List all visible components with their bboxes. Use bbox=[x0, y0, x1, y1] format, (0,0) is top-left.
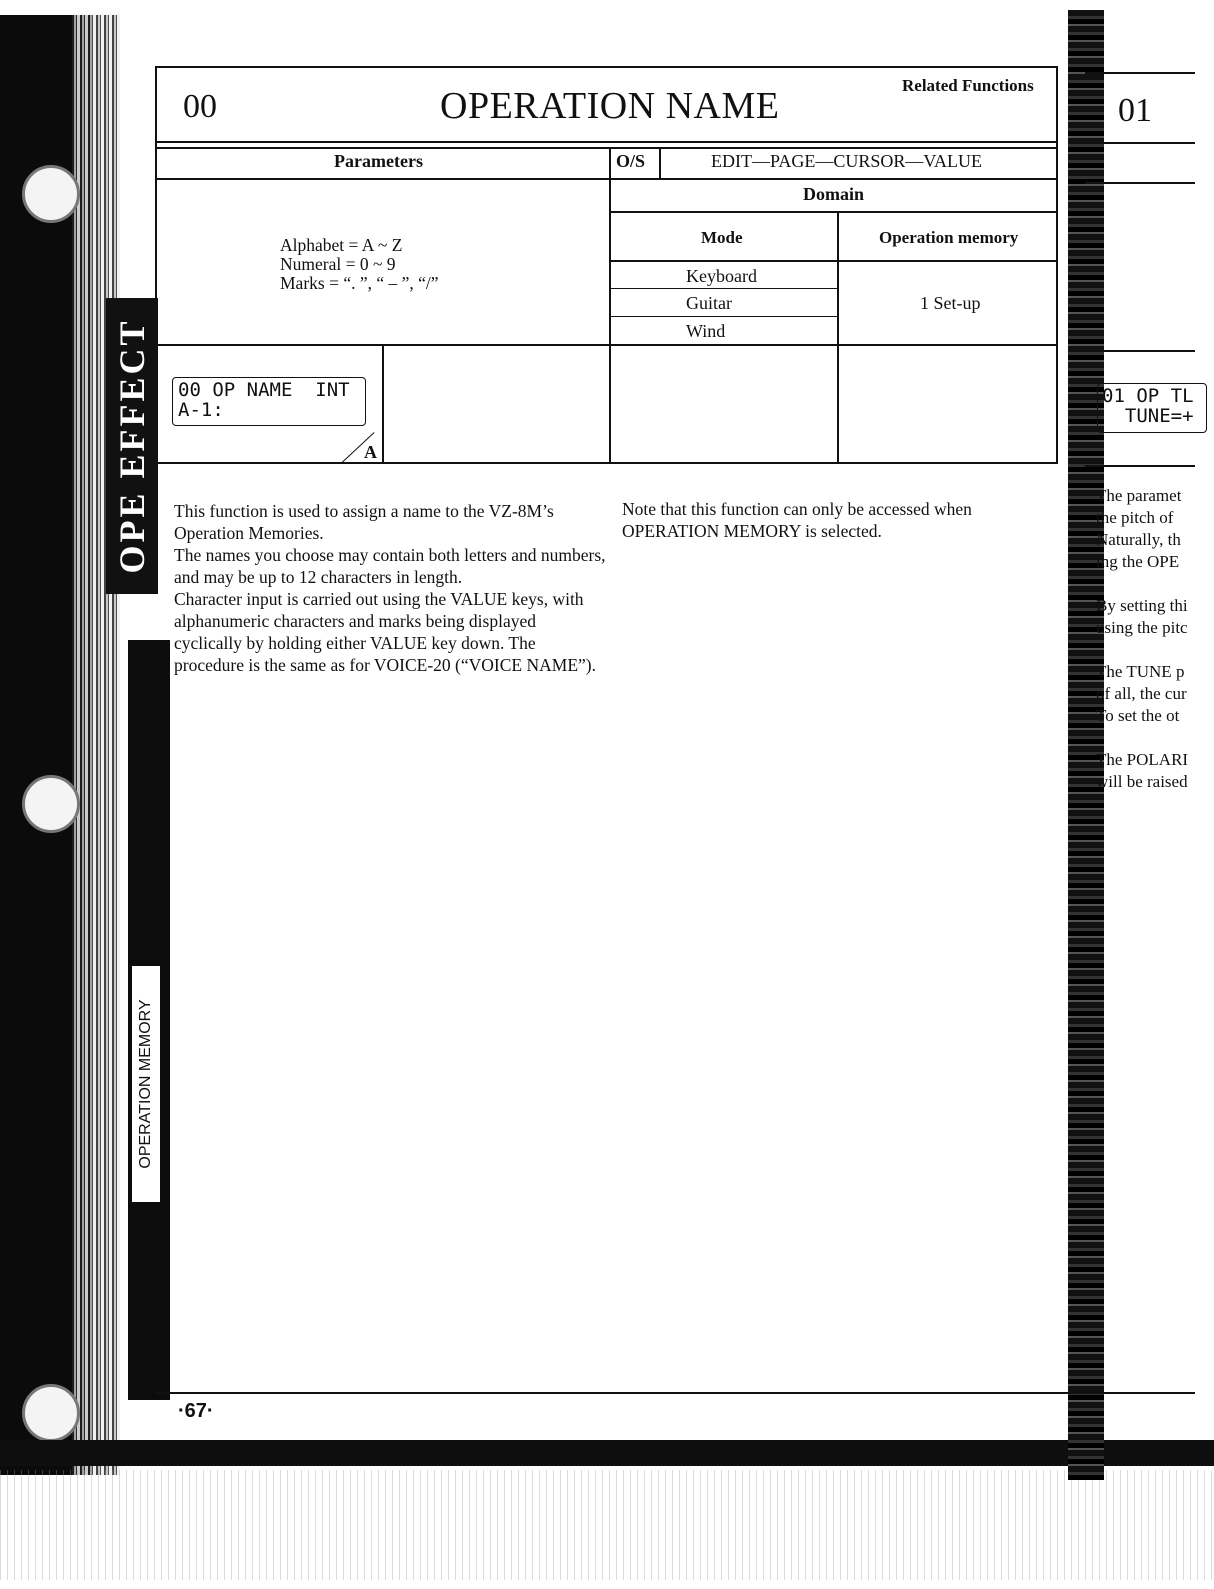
mode-divider bbox=[837, 211, 839, 464]
column-divider-os bbox=[659, 147, 661, 179]
next-text-fragment: The paramet bbox=[1096, 486, 1182, 505]
parameter-numeral: Numeral = 0 ~ 9 bbox=[280, 254, 396, 274]
next-page-header-line bbox=[1085, 142, 1195, 144]
binder-hole-bottom bbox=[22, 1384, 80, 1442]
next-lcd-line-1: 01 OP TL bbox=[1102, 385, 1194, 407]
next-text-fragment: Naturally, th bbox=[1096, 530, 1181, 549]
next-text-fragment: will be raised bbox=[1096, 772, 1188, 791]
section-tab-label: OPE EFFECT bbox=[112, 318, 152, 574]
next-text-fragment: By setting thi bbox=[1096, 596, 1188, 615]
next-page-top-line bbox=[1085, 72, 1195, 74]
mode-guitar: Guitar bbox=[686, 293, 732, 313]
note-paragraph: Note that this function can only be accessed when OPERATION MEMORY is selected. bbox=[622, 499, 972, 541]
footer-line bbox=[155, 1392, 1195, 1394]
column-divider-main bbox=[609, 147, 611, 464]
header-divider-2 bbox=[155, 147, 1058, 149]
next-text-fragment: To set the ot bbox=[1096, 706, 1180, 725]
next-text-fragment: of all, the cur bbox=[1096, 684, 1187, 703]
edit-path-header: EDIT—PAGE—CURSOR—VALUE bbox=[711, 151, 983, 171]
next-text-fragment: ing the OPE bbox=[1096, 552, 1180, 571]
lcd-row-divider bbox=[155, 344, 1058, 346]
related-functions-label: Related Functions bbox=[902, 76, 1034, 95]
next-text-fragment: The POLARI bbox=[1096, 750, 1189, 769]
table-border-top bbox=[155, 66, 1058, 68]
operation-memory-header: Operation memory bbox=[879, 228, 1019, 247]
manual-page bbox=[120, 0, 1068, 1440]
next-lcd-line-2: TUNE=+ bbox=[1102, 405, 1194, 427]
description-left bbox=[174, 500, 606, 676]
binder-edge-bottom bbox=[0, 1440, 1214, 1466]
next-page-bottom-line bbox=[1085, 465, 1195, 467]
next-lcd-display bbox=[1097, 383, 1207, 433]
next-function-number: 01 bbox=[1118, 92, 1152, 129]
parameter-alphabet: Alphabet = A ~ Z bbox=[280, 235, 403, 255]
binder-hole-middle bbox=[22, 775, 80, 833]
column-header-divider bbox=[155, 178, 1058, 180]
mode-header: Mode bbox=[701, 228, 743, 247]
binder-hole-top bbox=[22, 165, 80, 223]
parameter-marks: Marks = “. ”, “ – ”, “/” bbox=[280, 273, 439, 293]
next-page-col-line bbox=[1085, 182, 1195, 184]
mode-row-divider-1 bbox=[609, 288, 838, 289]
lcd-line-2: A-1: bbox=[178, 399, 224, 421]
lcd-col-divider bbox=[382, 346, 384, 464]
domain-divider bbox=[609, 211, 1058, 213]
next-text-fragment: using the pitc bbox=[1096, 618, 1188, 637]
description-paragraph-2: The names you choose may contain both letters and numbers, and may be up to 12 characters in length. bbox=[174, 545, 606, 587]
binder-edge-right bbox=[1068, 10, 1104, 1480]
os-header: O/S bbox=[616, 151, 646, 171]
next-page-row-line bbox=[1085, 350, 1195, 352]
page-stack-edge bbox=[72, 15, 120, 1475]
table-border-right bbox=[1056, 66, 1058, 464]
function-number: 00 bbox=[183, 88, 217, 125]
header-divider bbox=[155, 141, 1058, 143]
lcd-display bbox=[172, 377, 366, 426]
page-title: OPERATION NAME bbox=[440, 85, 780, 127]
description-paragraph-1: This function is used to assign a name to the VZ-8M’s Operation Memories. bbox=[174, 501, 554, 543]
table-border-bottom bbox=[155, 462, 1058, 464]
lcd-tag: A bbox=[364, 442, 377, 462]
mode-row-divider-2 bbox=[609, 316, 838, 317]
parameters-header: Parameters bbox=[334, 151, 423, 171]
copy-noise bbox=[0, 1470, 1214, 1580]
description-right bbox=[622, 498, 1052, 542]
table-border-left bbox=[155, 66, 157, 464]
mode-header-divider bbox=[609, 260, 1058, 262]
mode-keyboard: Keyboard bbox=[686, 266, 757, 286]
description-paragraph-3: Character input is carried out using the VALUE keys, with alphanumeric characters and marks being displayed cyclically by holding either VALUE key down. The procedure is the same as for VOICE-20 (“VOICE NAME”). bbox=[174, 589, 596, 675]
next-text-fragment: The TUNE p bbox=[1096, 662, 1185, 681]
next-text-fragment: the pitch of bbox=[1096, 508, 1174, 527]
subsection-tab-label: OPERATION MEMORY bbox=[137, 999, 154, 1169]
lcd-line-1: 00 OP NAME INT bbox=[178, 379, 350, 401]
domain-header: Domain bbox=[803, 184, 865, 204]
setup-value: 1 Set-up bbox=[920, 293, 981, 313]
page-number: ·67· bbox=[178, 1400, 214, 1422]
mode-wind: Wind bbox=[686, 321, 726, 341]
